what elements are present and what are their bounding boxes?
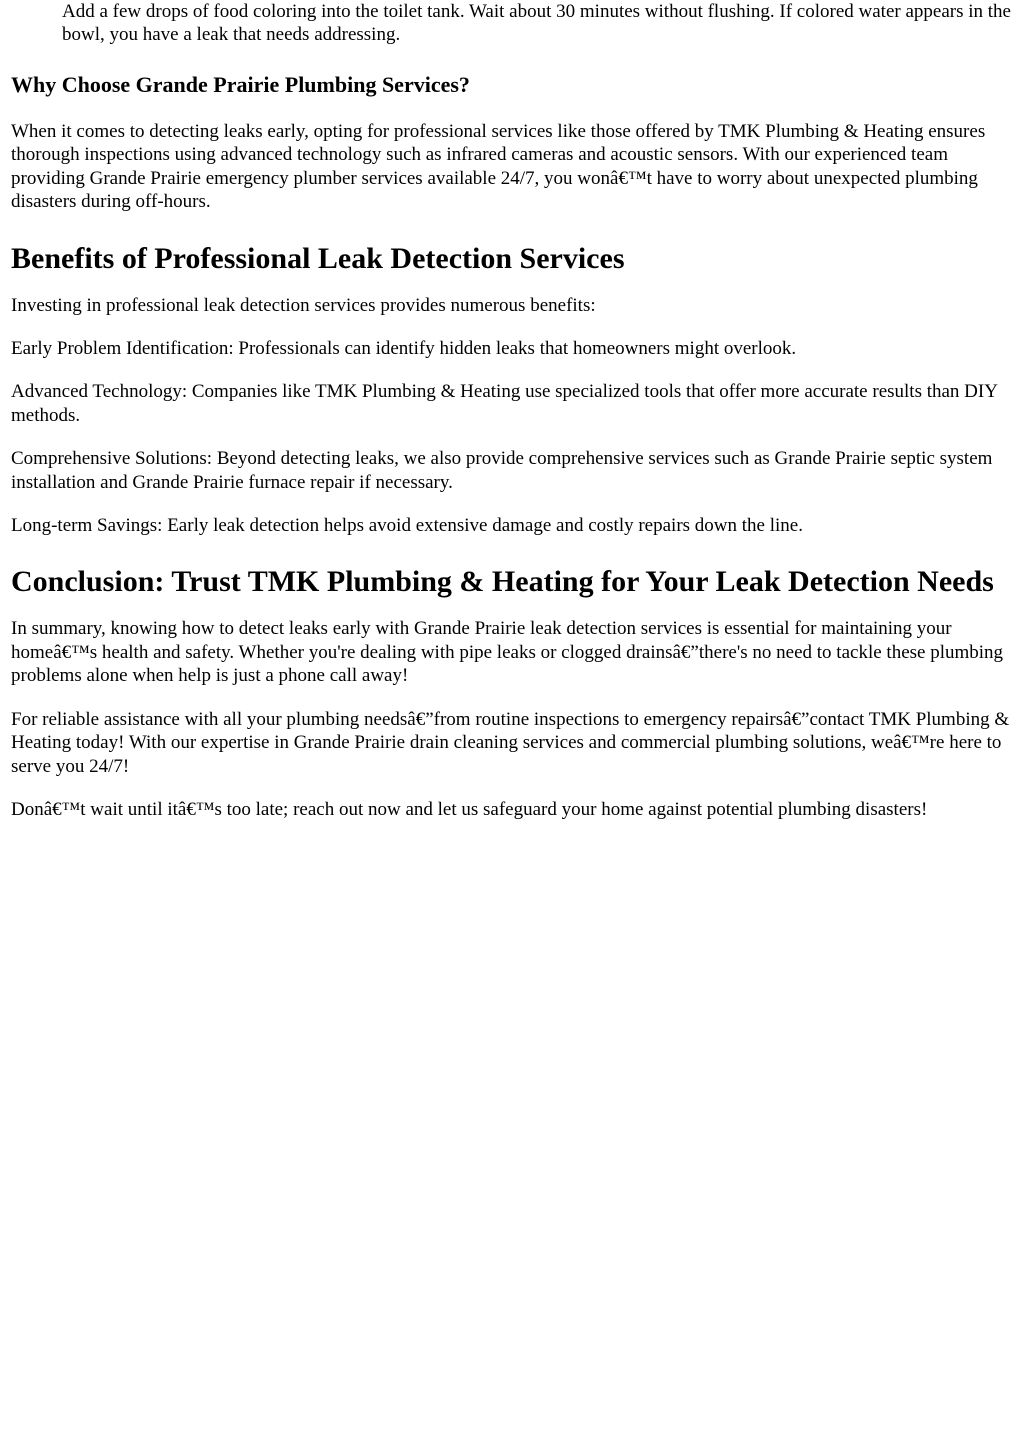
conclusion-paragraph-summary: In summary, knowing how to detect leaks early with Grande Prairie leak detection services is essential for maintaining your homeâ€™s health and safety. Whether you're dealing with pipe leaks or clogged drainsâ€”there's no need to tackle these plumbing problems alone when help is just a phone call away! (11, 618, 1004, 687)
benefit-item-early-identification: Early Problem Identification: Professionals can identify hidden leaks that homeowners might overlook. (11, 338, 797, 360)
benefits-intro: Investing in professional leak detection services provides numerous benefits: (11, 294, 596, 316)
why-choose-paragraph: When it comes to detecting leaks early, opting for professional services like those offered by TMK Plumbing & Heating ensures thorough inspections using advanced technology such as infrared cameras and acoustic sensors. With our experienced team providing Grande Prairie emergency plumber services available 24/7, you wonâ€™t have to worry about unexpected plumbing disasters during off-hours. (11, 121, 986, 213)
conclusion-paragraph-contact: For reliable assistance with all your plumbing needsâ€”from routine inspections to emergency repairsâ€”contact TMK Plumbing & Heating today! With our expertise in Grande Prairie drain cleaning services and commercial plumbing solutions, weâ€™re here to serve you 24/7! (11, 708, 1010, 777)
benefit-item-long-term-savings: Long-term Savings: Early leak detection helps avoid extensive damage and costly repairs down the line. (11, 515, 803, 537)
benefit-item-advanced-technology: Advanced Technology: Companies like TMK Plumbing & Heating use specialized tools that offer more accurate results than DIY methods. (11, 381, 998, 426)
benefits-heading: Benefits of Professional Leak Detection Services (11, 241, 625, 275)
why-choose-heading: Why Choose Grande Prairie Plumbing Services? (11, 72, 470, 97)
conclusion-heading: Conclusion: Trust TMK Plumbing & Heating for Your Leak Detection Needs (11, 565, 994, 599)
conclusion-paragraph-call-to-action: Donâ€™t wait until itâ€™s too late; reach out now and let us safeguard your home against potential plumbing disasters! (11, 798, 928, 820)
toilet-dye-test-tip: Add a few drops of food coloring into the toilet tank. Wait about 30 minutes without flushing. If colored water appears in the bowl, you have a leak that needs addressing. (62, 1, 1011, 45)
benefit-item-comprehensive-solutions: Comprehensive Solutions: Beyond detecting leaks, we also provide comprehensive services such as Grande Prairie septic system installation and Grande Prairie furnace repair if necessary. (11, 448, 993, 493)
